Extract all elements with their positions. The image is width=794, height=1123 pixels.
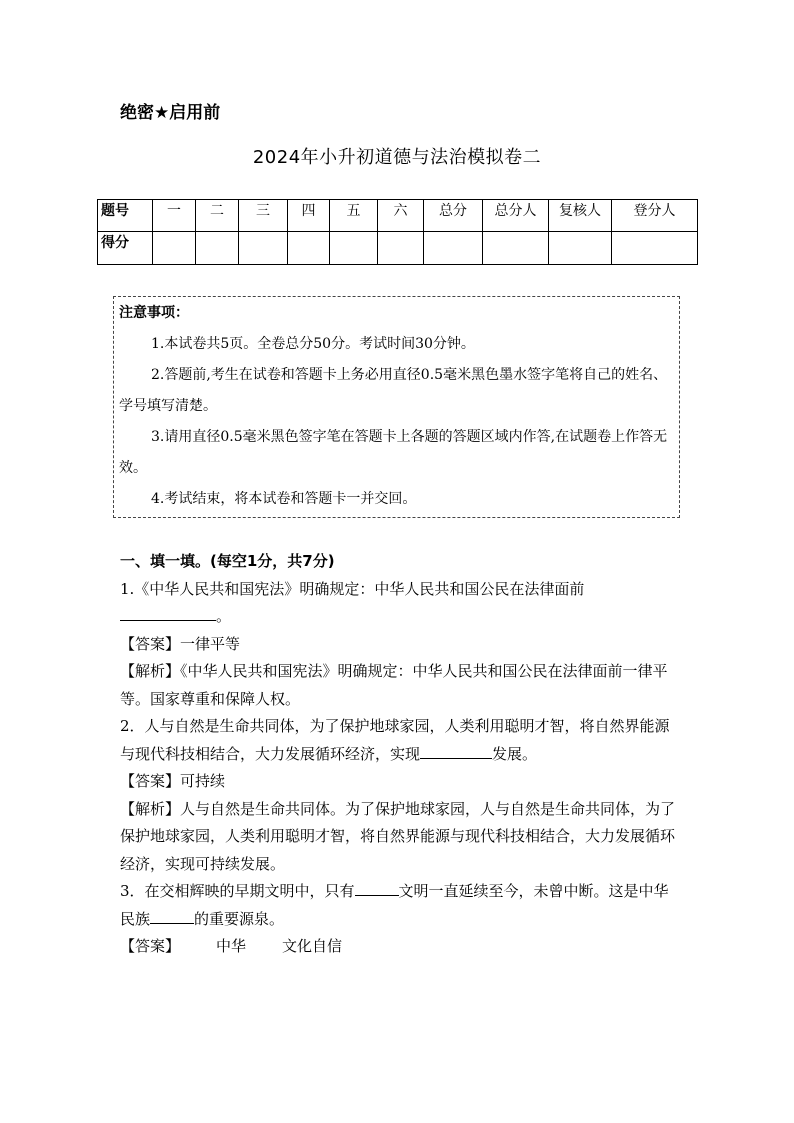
- header-cell: 二: [196, 200, 239, 232]
- answer-label: 【答案】: [120, 772, 181, 790]
- notice-heading: 注意事项：: [119, 305, 189, 321]
- score-cell[interactable]: [153, 232, 196, 265]
- analysis-text: 《中华人民共和国宪法》明确规定：中华人民共和国公民在法律面前一律平等。国家尊重和保障人权。: [120, 662, 668, 708]
- score-table: [97, 199, 698, 265]
- score-cell[interactable]: [239, 232, 288, 265]
- score-cell[interactable]: [288, 232, 330, 265]
- question-1: [120, 576, 680, 631]
- section-one: [120, 548, 680, 961]
- score-row-label: 得分: [98, 232, 153, 265]
- answer-blank[interactable]: [420, 742, 492, 759]
- answer-label: 【答案】: [120, 937, 181, 955]
- notice-item: 2.答题前,考生在试卷和答题卡上务必用直径0.5毫米黑色墨水签字笔将自己的姓名、学号填写清楚。: [119, 367, 668, 414]
- question-text: 文明一直延续至今，未曾中断。这是中华民族: [120, 882, 669, 928]
- analysis-text: 人与自然是生命共同体。为了保护地球家园，人与自然是生命共同体，为了保护地球家园，人类利用聪明才智，将自然界能源与现代科技相结合，大力发展循环经济，实现可持续发展。: [120, 799, 676, 873]
- score-table-header-row: [98, 200, 698, 232]
- score-table-score-row: [98, 232, 698, 265]
- question-3: [120, 878, 680, 933]
- header-cell: 复核人: [549, 200, 612, 232]
- score-cell[interactable]: [196, 232, 239, 265]
- notice-item: 4.考试结束，将本试卷和答题卡一并交回。: [151, 491, 417, 507]
- score-cell[interactable]: [330, 232, 378, 265]
- score-cell[interactable]: [612, 232, 698, 265]
- question-text: 的重要源泉。: [194, 909, 285, 928]
- question-text: 发展。: [492, 744, 538, 763]
- header-cell: 一: [153, 200, 196, 232]
- answer-text: 文化自信: [282, 937, 343, 955]
- question-text: 。: [216, 607, 232, 625]
- exam-title: 2024年小升初道德与法治模拟卷二: [252, 147, 542, 168]
- answer-line: [120, 631, 680, 659]
- answer-blank[interactable]: [150, 907, 194, 924]
- notice-item: 1.本试卷共5页。全卷总分50分。考试时间30分钟。: [151, 336, 475, 352]
- header-cell: 五: [330, 200, 378, 232]
- answer-line: [120, 933, 680, 961]
- answer-text: 可持续: [180, 772, 226, 790]
- question-text: 2．人与自然是生命共同体，为了保护地球家园，人类利用聪明才智，将自然界能源与现代科技相结合，大力发展循环经济，实现: [120, 717, 670, 763]
- header-cell: 四: [288, 200, 330, 232]
- header-cell: 题号: [98, 200, 153, 232]
- question-2: [120, 713, 680, 768]
- answer-blank[interactable]: [120, 604, 216, 621]
- header-cell: 三: [239, 200, 288, 232]
- question-text: 1.《中华人民共和国宪法》明确规定：中华人民共和国公民在法律面前: [120, 579, 585, 598]
- answer-text: 中华: [216, 937, 247, 955]
- analysis-label: 【解析】: [120, 799, 181, 818]
- section-heading: 一、填一填。(每空1分，共7分): [120, 552, 335, 570]
- confidential-label: 绝密★启用前: [120, 103, 221, 123]
- header-cell: 总分人: [483, 200, 549, 232]
- analysis-label: 【解析】: [120, 662, 181, 680]
- header-cell: 六: [378, 200, 424, 232]
- answer-line: [120, 768, 680, 796]
- question-text: 3．在交相辉映的早期文明中，只有: [120, 882, 355, 900]
- score-cell[interactable]: [483, 232, 549, 265]
- answer-text: 一律平等: [180, 634, 241, 653]
- answer-label: 【答案】: [120, 634, 181, 653]
- header-cell: 总分: [424, 200, 483, 232]
- score-cell[interactable]: [424, 232, 483, 265]
- notice-box: [113, 296, 680, 518]
- analysis-paragraph: [120, 796, 680, 879]
- notice-item: 3.请用直径0.5毫米黑色签字笔在答题卡上各题的答题区域内作答,在试题卷上作答无效。: [119, 429, 668, 476]
- answer-blank[interactable]: [355, 879, 399, 896]
- analysis-paragraph: [120, 658, 680, 713]
- score-cell[interactable]: [549, 232, 612, 265]
- score-cell[interactable]: [378, 232, 424, 265]
- header-cell: 登分人: [612, 200, 698, 232]
